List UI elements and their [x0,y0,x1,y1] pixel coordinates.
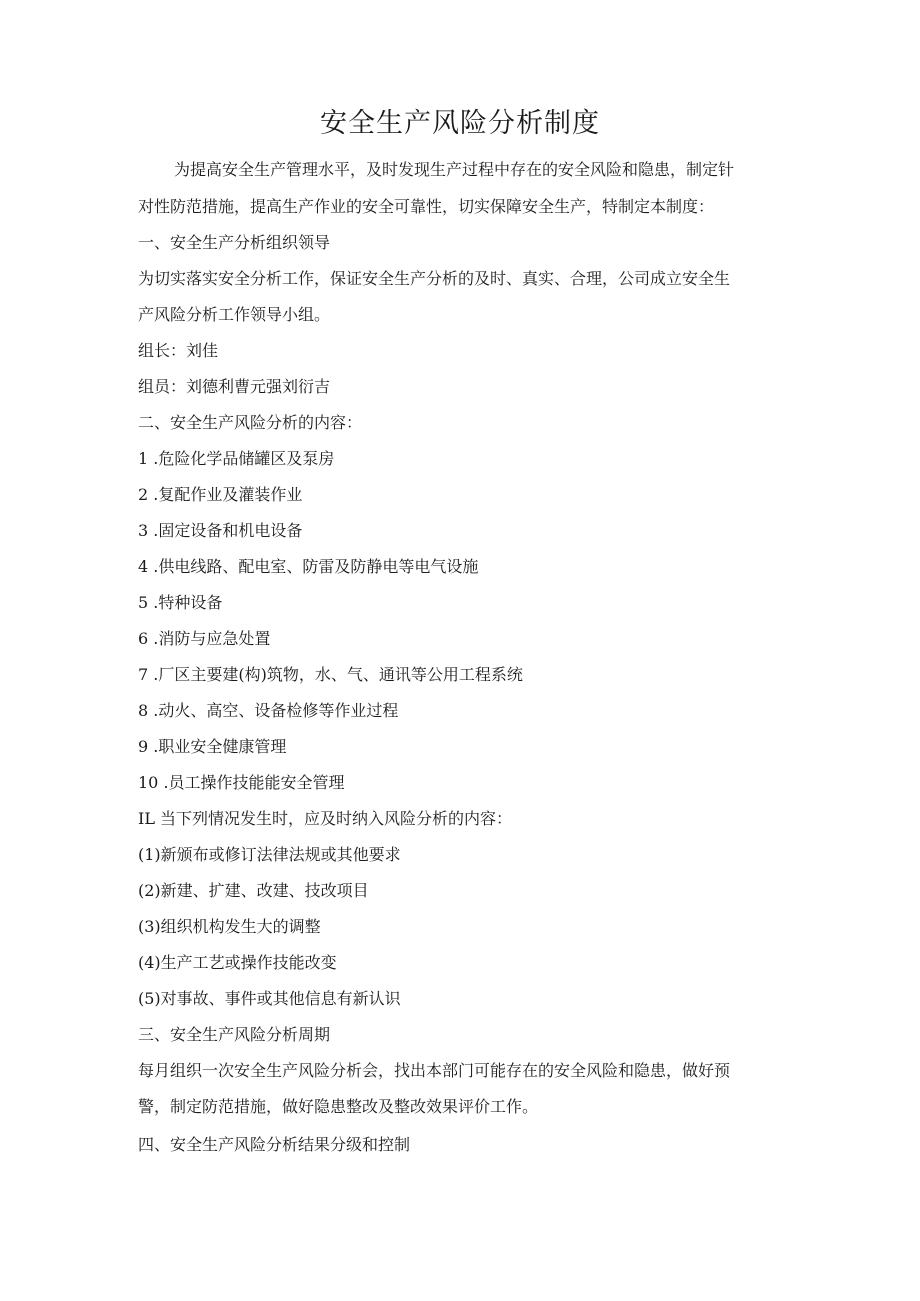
content-item: 9 .职业安全健康管理 [138,737,287,756]
trigger-condition-item: (4)生产工艺或操作技能改变 [138,953,337,972]
intro-line-1: 为提高安全生产管理水平，及时发现生产过程中存在的安全风险和隐患，制定针 [174,160,735,179]
trigger-condition-item: (5)对事故、事件或其他信息有新认识 [138,989,401,1008]
content-item: 6 .消防与应急处置 [138,629,271,648]
section1-body-line-1: 为切实落实安全分析工作，保证安全生产分析的及时、真实、合理，公司成立安全生 [138,269,731,288]
content-item: 1 .危险化学品储罐区及泵房 [138,449,335,468]
trigger-condition-item: (2)新建、扩建、改建、技改项目 [138,881,369,900]
content-item: 4 .供电线路、配电室、防雷及防静电等电气设施 [138,557,479,576]
trigger-condition-item: (1)新颁布或修订法律法规或其他要求 [138,845,401,864]
content-item: 10 .员工操作技能能安全管理 [138,773,345,792]
intro-line-2: 对性防范措施，提高生产作业的安全可靠性，切实保障安全生产，特制定本制度： [138,197,715,216]
document-title: 安全生产风险分析制度 [320,108,600,139]
trigger-conditions-heading: IL 当下列情况发生时，应及时纳入风险分析的内容： [138,809,513,828]
content-item: 5 .特种设备 [138,593,223,612]
trigger-condition-item: (3)组织机构发生大的调整 [138,917,321,936]
content-item: 3 .固定设备和机电设备 [138,521,303,540]
section2-heading: 二、安全生产风险分析的内容： [138,413,363,432]
group-members: 组员：刘德利曹元强刘衍吉 [138,377,331,396]
section3-heading: 三、安全生产风险分析周期 [138,1025,331,1044]
section4-heading: 四、安全生产风险分析结果分级和控制 [138,1135,411,1154]
content-item: 8 .动火、高空、设备检修等作业过程 [138,701,399,720]
section1-body-line-2: 产风险分析工作领导小组。 [138,305,331,324]
content-item: 7 .厂区主要建(构)筑物，水、气、通讯等公用工程系统 [138,665,523,684]
section3-body-line-2: 警，制定防范措施，做好隐患整改及整改效果评价工作。 [138,1097,539,1116]
section3-body-line-1: 每月组织一次安全生产风险分析会，找出本部门可能存在的安全风险和隐患，做好预 [138,1061,731,1080]
group-leader: 组长：刘佳 [138,341,219,360]
content-item: 2 .复配作业及灌装作业 [138,485,303,504]
section1-heading: 一、安全生产分析组织领导 [138,233,331,252]
